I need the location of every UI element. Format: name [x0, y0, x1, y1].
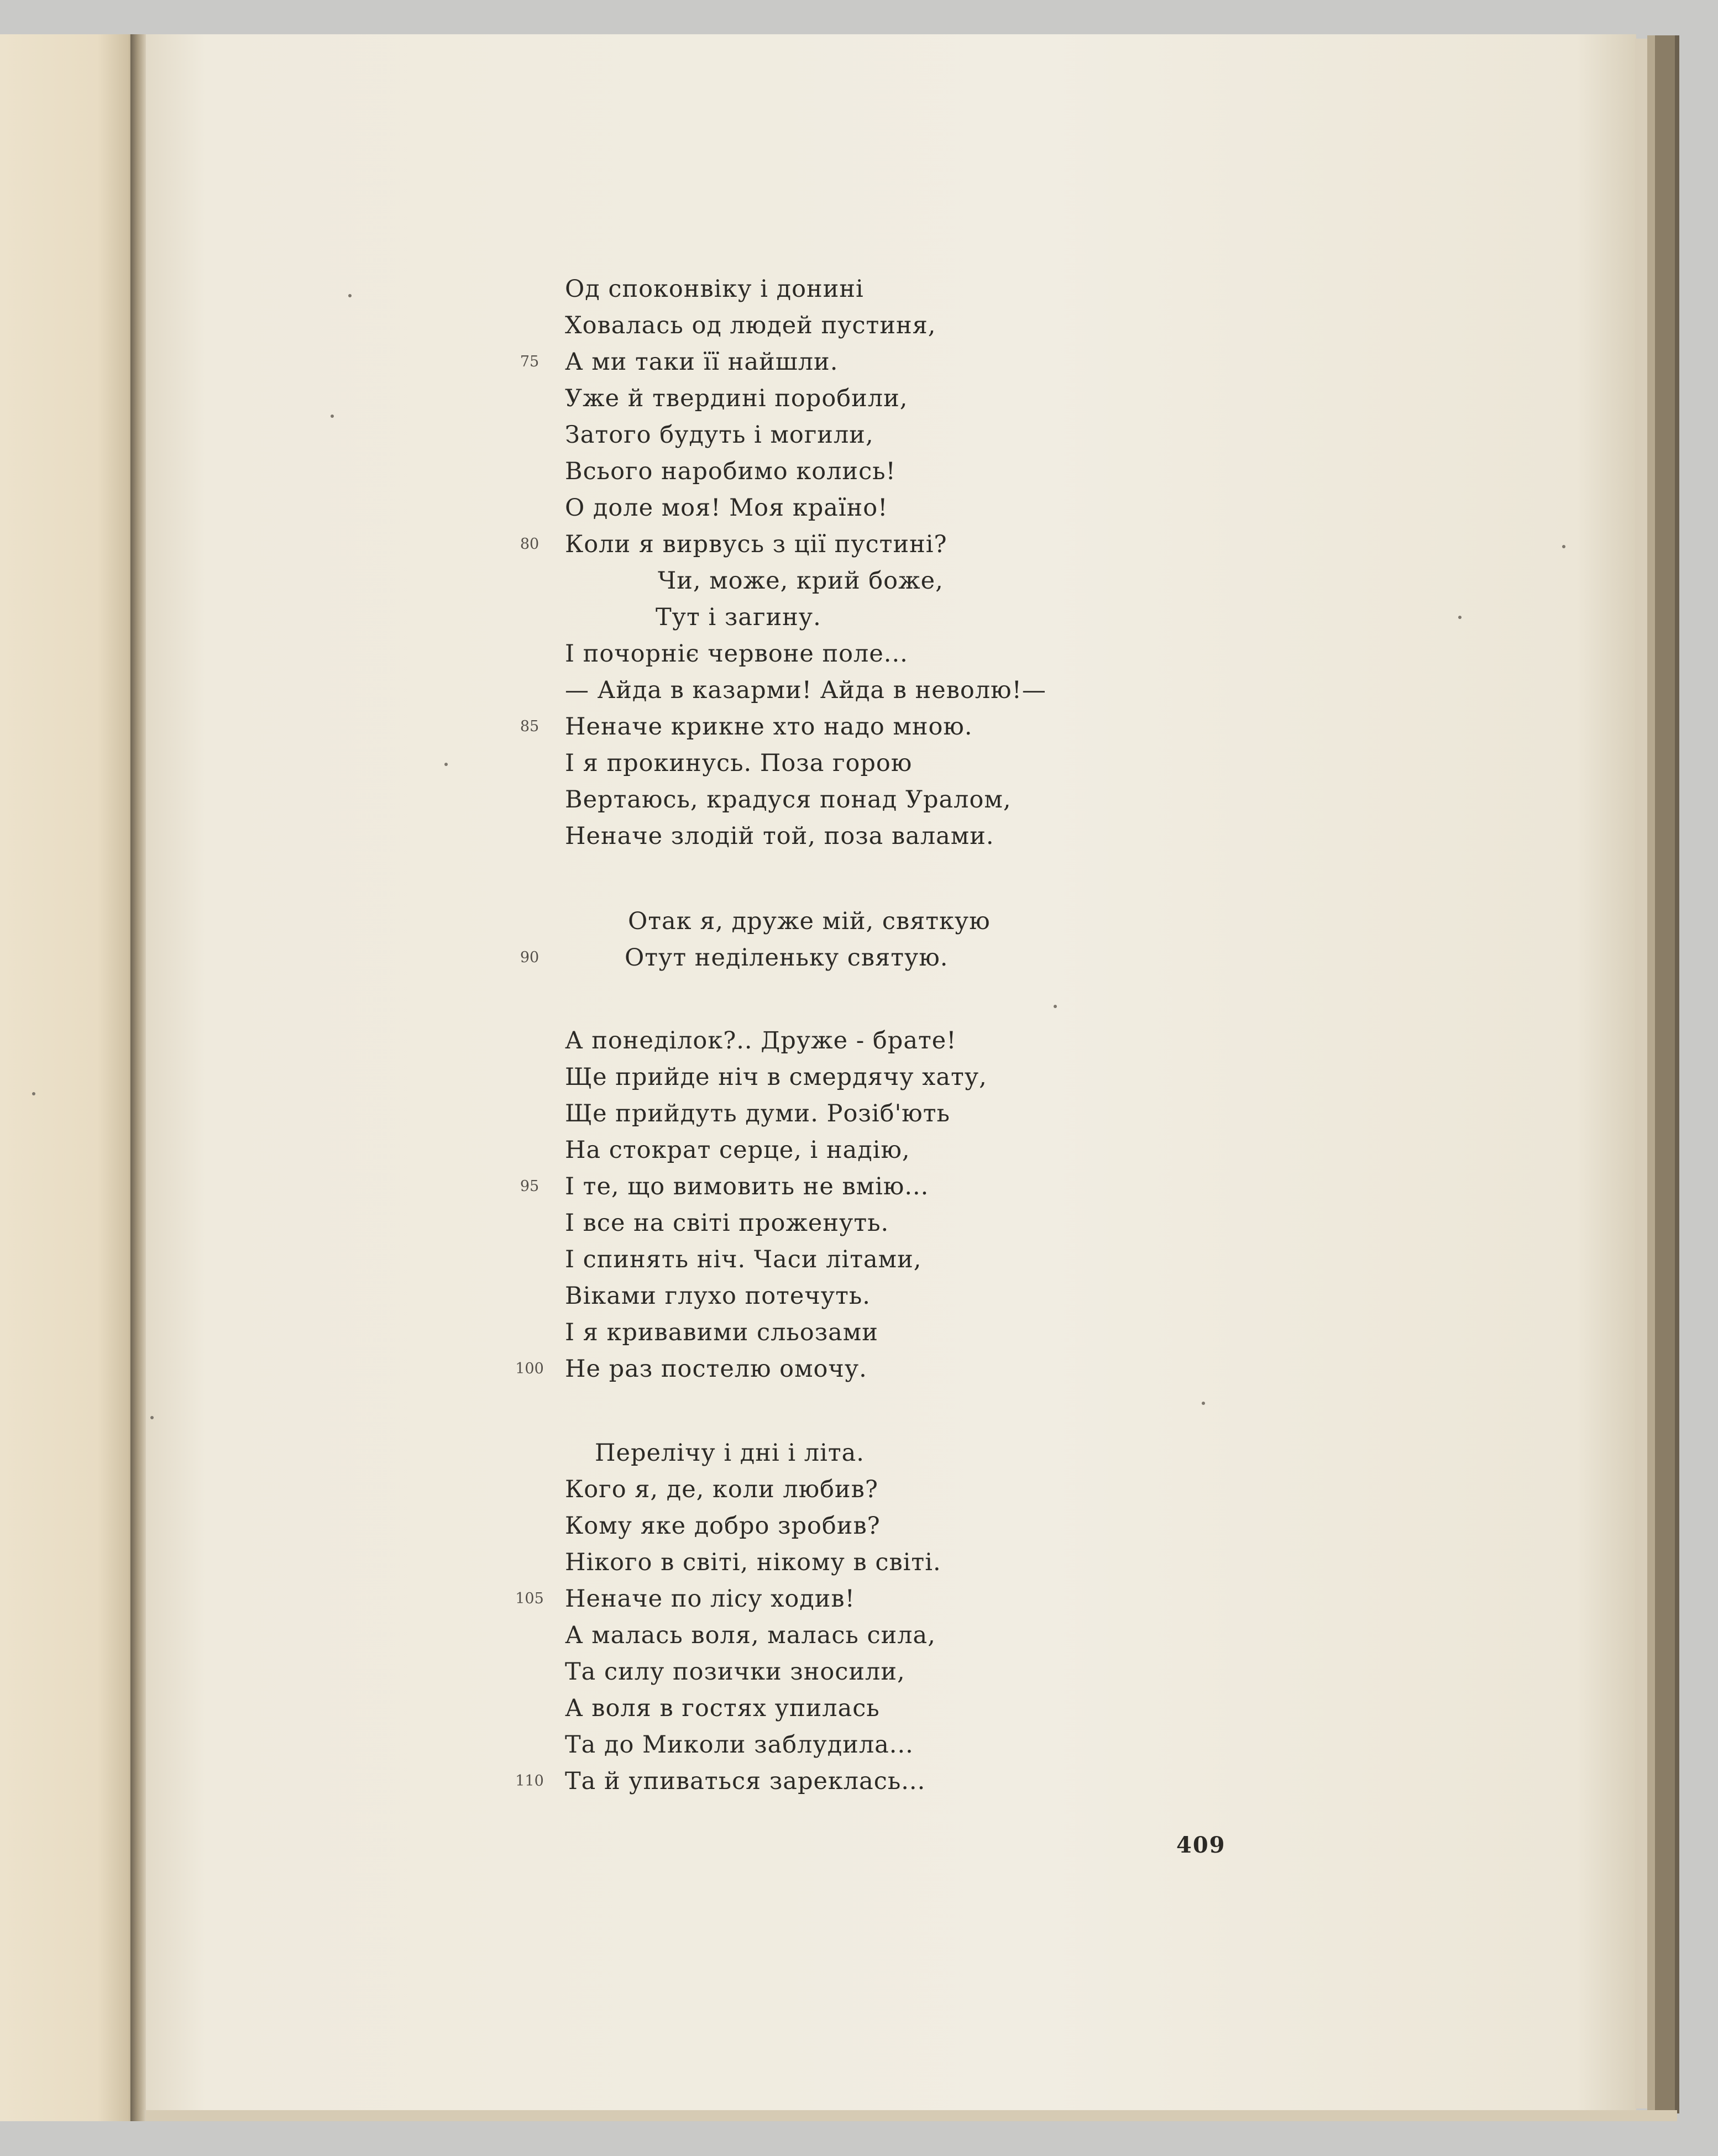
poem-line: А ми таки її найшли. — [565, 348, 839, 376]
poem-line: Затого будуть і могили, — [565, 421, 874, 449]
poem-line: І я кривавими сльозами — [565, 1319, 878, 1346]
line-number: 85 — [520, 718, 540, 735]
poem-line: Отут неділеньку святую. — [625, 944, 949, 972]
paper-speck — [150, 1416, 154, 1419]
line-number: 75 — [520, 353, 540, 370]
poem-line: Та й упиваться зареклась... — [565, 1767, 926, 1795]
poem-line: Ще прийдуть думи. Розіб'ють — [565, 1100, 950, 1127]
paper-speck — [1202, 1402, 1205, 1405]
page-bottom-edge — [146, 2110, 1677, 2121]
poem-line: Коли я вирвусь з цiї пустині? — [565, 531, 947, 558]
line-number: 80 — [520, 536, 540, 553]
line-number: 100 — [515, 1360, 544, 1377]
poem-line: Кому яке добро зробив? — [565, 1512, 881, 1540]
paper-speck — [1562, 545, 1565, 548]
book-gutter — [130, 34, 147, 2121]
poem-line: Неначе по лісу ходив! — [565, 1585, 855, 1613]
poem-line: І те, що вимовить не вмію... — [565, 1173, 929, 1200]
poem-line: Неначе злодій той, поза валами. — [565, 822, 994, 850]
line-number: 95 — [520, 1178, 540, 1195]
poem-line: І спинять ніч. Часи літами, — [565, 1246, 922, 1273]
poem-line: Нікого в світі, нікому в світі. — [565, 1549, 941, 1576]
poem-line: Та силу позички зносили, — [565, 1658, 905, 1686]
line-number: 110 — [515, 1772, 544, 1790]
poem-line: Кого я, де, коли любив? — [565, 1476, 878, 1503]
poem-line: І я прокинусь. Поза горою — [565, 749, 913, 777]
left-page-edge — [0, 34, 139, 2121]
poem-line: А воля в гостях упилась — [565, 1695, 880, 1722]
poem-line: Од споконвіку і донині — [565, 275, 864, 303]
poem-line: Не раз постелю омочу. — [565, 1355, 867, 1383]
page-edge — [1675, 35, 1679, 2113]
poem-line: Ще прийде ніч в смердячу хату, — [565, 1063, 987, 1091]
poem-line: Тут і загину. — [656, 604, 821, 631]
paper-speck — [331, 415, 334, 418]
paper-speck — [444, 763, 448, 766]
line-number: 90 — [520, 949, 540, 966]
poem-line: Отак я, друже мій, святкую — [628, 907, 991, 935]
page-edge — [1635, 39, 1647, 2108]
poem-line: Вертаюсь, крадуся понад Уралом, — [565, 786, 1012, 814]
page-number: 409 — [1176, 1832, 1226, 1858]
poem-line: Та до Миколи заблудила... — [565, 1731, 914, 1759]
poem-line: А понеділок?.. Друже - брате! — [565, 1027, 957, 1055]
page-edge — [1647, 35, 1655, 2113]
poem-line: Перелічу і дні і літа. — [595, 1439, 865, 1467]
line-number: 105 — [515, 1590, 544, 1607]
poem-line: І почорніє червоне поле... — [565, 640, 908, 668]
paper-speck — [1458, 616, 1462, 619]
poem-line: Віками глухо потечуть. — [565, 1282, 871, 1310]
page-edge — [1655, 35, 1675, 2113]
poem-line: Неначе крикне хто надо мною. — [565, 713, 973, 741]
paper-speck — [32, 1092, 35, 1095]
poem-line: Ховалась од людей пустиня, — [565, 312, 936, 339]
poem-line: — Айда в казарми! Айда в неволю!— — [565, 676, 1046, 704]
poem-line: О доле моя! Моя краïно! — [565, 494, 888, 522]
poem-line: Уже й твердині поробили, — [565, 385, 908, 412]
poem-line: І все на світі проженуть. — [565, 1209, 889, 1237]
paper-speck — [348, 294, 352, 297]
poem-line: Всього наробимо колись! — [565, 458, 896, 485]
poem-line: На стократ серце, і надію, — [565, 1136, 910, 1164]
poem-line: Чи, може, крий боже, — [658, 567, 944, 595]
paper-speck — [1054, 1005, 1057, 1008]
poem-line: А малась воля, малась сила, — [565, 1622, 936, 1649]
